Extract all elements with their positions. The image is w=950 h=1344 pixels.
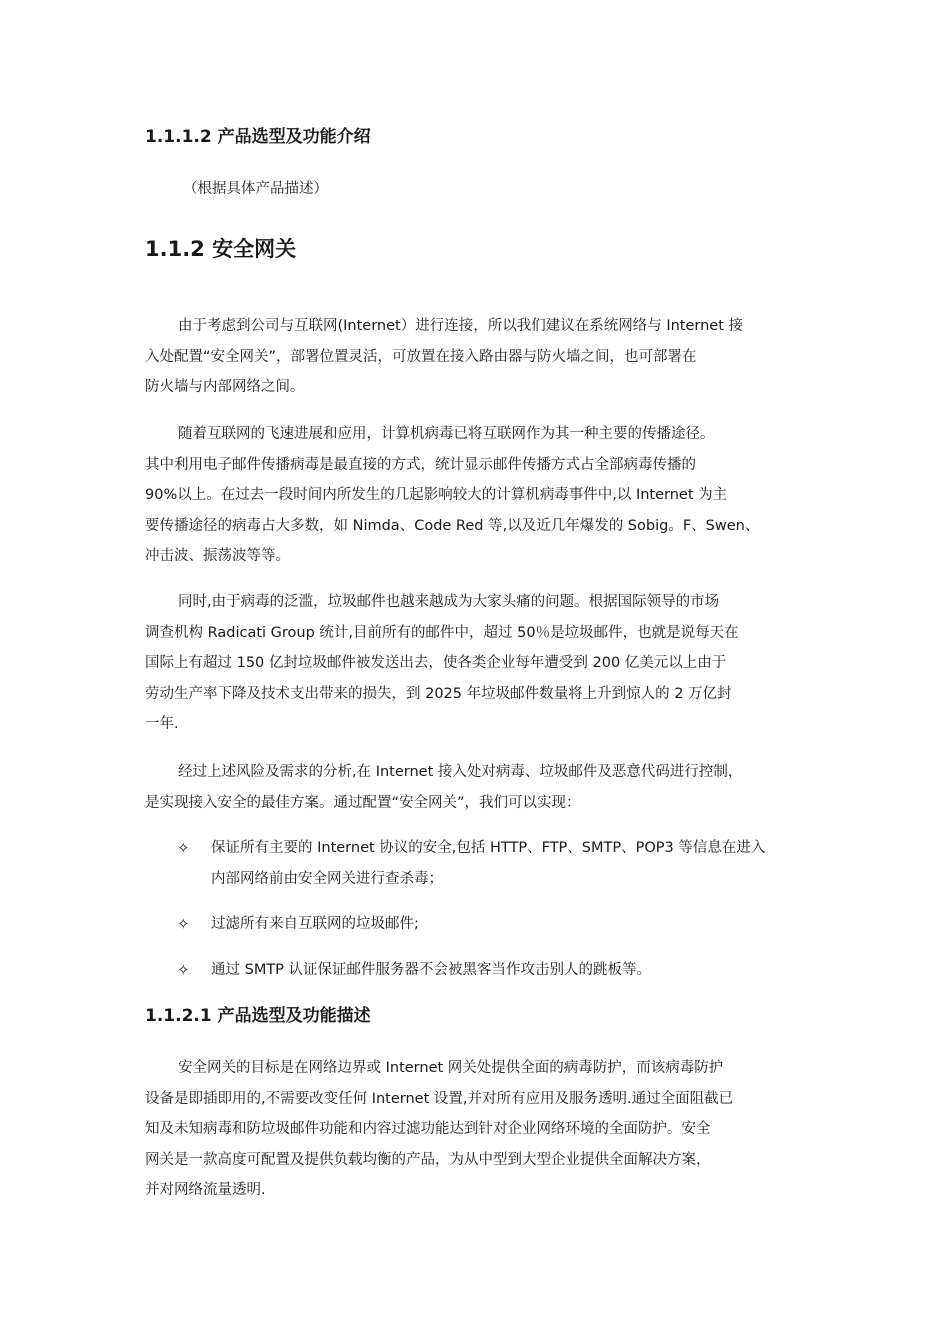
bullet-star-icon: ✧: [177, 961, 190, 979]
bullet-line: 内部网络前由安全网关进行查杀毒；: [211, 870, 443, 887]
paragraph-line: 同时,由于病毒的泛滥，垃圾邮件也越来越成为大家头痛的问题。根据国际领导的市场: [178, 594, 720, 610]
product-description-note: （根据具体产品描述）: [183, 181, 328, 197]
paragraph-line: 随着互联网的飞速进展和应用，计算机病毒已将互联网作为其一种主要的传播途径。: [178, 426, 715, 442]
paragraph-line: 调查机构 Radicati Group 统计,目前所有的邮件中，超过 50％是垃圾邮件，也就是说每天在: [145, 624, 739, 641]
paragraph-line: 并对网络流量透明.: [145, 1182, 266, 1198]
bullet-line: 过滤所有来自互联网的垃圾邮件;: [211, 916, 419, 932]
paragraph-line: 安全网关的目标是在网络边界或 Internet 网关处提供全面的病毒防护，而该病毒防护: [178, 1060, 724, 1076]
paragraph-line: 设备是即插即用的,不需要改变任何 Internet 设置,并对所有应用及服务透明.通过全面阻截已: [145, 1090, 734, 1107]
paragraph-solution: [145, 757, 810, 818]
bullet-star-icon: ✧: [177, 839, 190, 857]
paragraph-line: 90%以上。在过去一段时间内所发生的几起影响较大的计算机病毒事件中,以 Internet 为主: [145, 487, 728, 503]
paragraph-line: 劳动生产率下降及技术支出带来的损失，到 2025 年垃圾邮件数量将上升到惊人的 2 万亿封: [145, 685, 732, 702]
bullet-line: 保证所有主要的 Internet 协议的安全,包括 HTTP、FTP、SMTP、POP3 等信息在进入: [211, 840, 766, 856]
paragraph-line: 经过上述风险及需求的分析,在 Internet 接入处对病毒、垃圾邮件及恶意代码进行控制，: [178, 764, 743, 780]
paragraph-line: 网关是一款高度可配置及提供负载均衡的产品，为从中型到大型企业提供全面解决方案，: [145, 1151, 711, 1168]
paragraph-line: 其中利用电子邮件传播病毒是最直接的方式，统计显示邮件传播方式占全部病毒传播的: [145, 456, 696, 473]
paragraph-line: 由于考虑到公司与互联网(Internet）进行连接，所以我们建议在系统网络与 Internet 接: [178, 318, 744, 334]
paragraph-gateway-goal: [145, 1053, 810, 1206]
paragraph-line: 国际上有超过 150 亿封垃圾邮件被发送出去，使各类企业每年遭受到 200 亿美元以上由于: [145, 655, 727, 671]
heading-1-1-2-1: 1.1.2.1 产品选型及功能描述: [145, 1006, 371, 1026]
heading-1-1-1-2: 1.1.1.2 产品选型及功能介绍: [145, 127, 371, 147]
bullet-item-spam-filter: [145, 909, 810, 940]
paragraph-spam: [145, 587, 810, 740]
paragraph-line: 要传播途径的病毒占大多数，如 Nimda、Code Red 等,以及近几年爆发的 Sobig。F、Swen、: [145, 517, 760, 534]
paragraph-intro: [145, 311, 810, 403]
bullet-item-smtp-auth: [145, 955, 810, 986]
bullet-line: 通过 SMTP 认证保证邮件服务器不会被黑客当作攻击别人的跳板等。: [211, 962, 652, 978]
paragraph-line: 知及未知病毒和防垃圾邮件功能和内容过滤功能达到针对企业网络环境的全面防护。安全: [145, 1121, 711, 1137]
paragraph-line: 入处配置“安全网关”，部署位置灵活，可放置在接入路由器与防火墙之间，也可部署在: [145, 348, 697, 365]
paragraph-line: 是实现接入安全的最佳方案。通过配置“安全网关”，我们可以实现：: [145, 794, 581, 811]
paragraph-line: 防火墙与内部网络之间。: [145, 379, 305, 395]
paragraph-line: 冲击波、振荡波等等。: [145, 548, 290, 564]
bullet-star-icon: ✧: [177, 915, 190, 933]
paragraph-virus-spread: [145, 419, 810, 572]
paragraph-line: 一年.: [145, 716, 179, 732]
heading-1-1-2: 1.1.2 安全网关: [145, 237, 297, 261]
bullet-item-protocols: [145, 833, 810, 894]
